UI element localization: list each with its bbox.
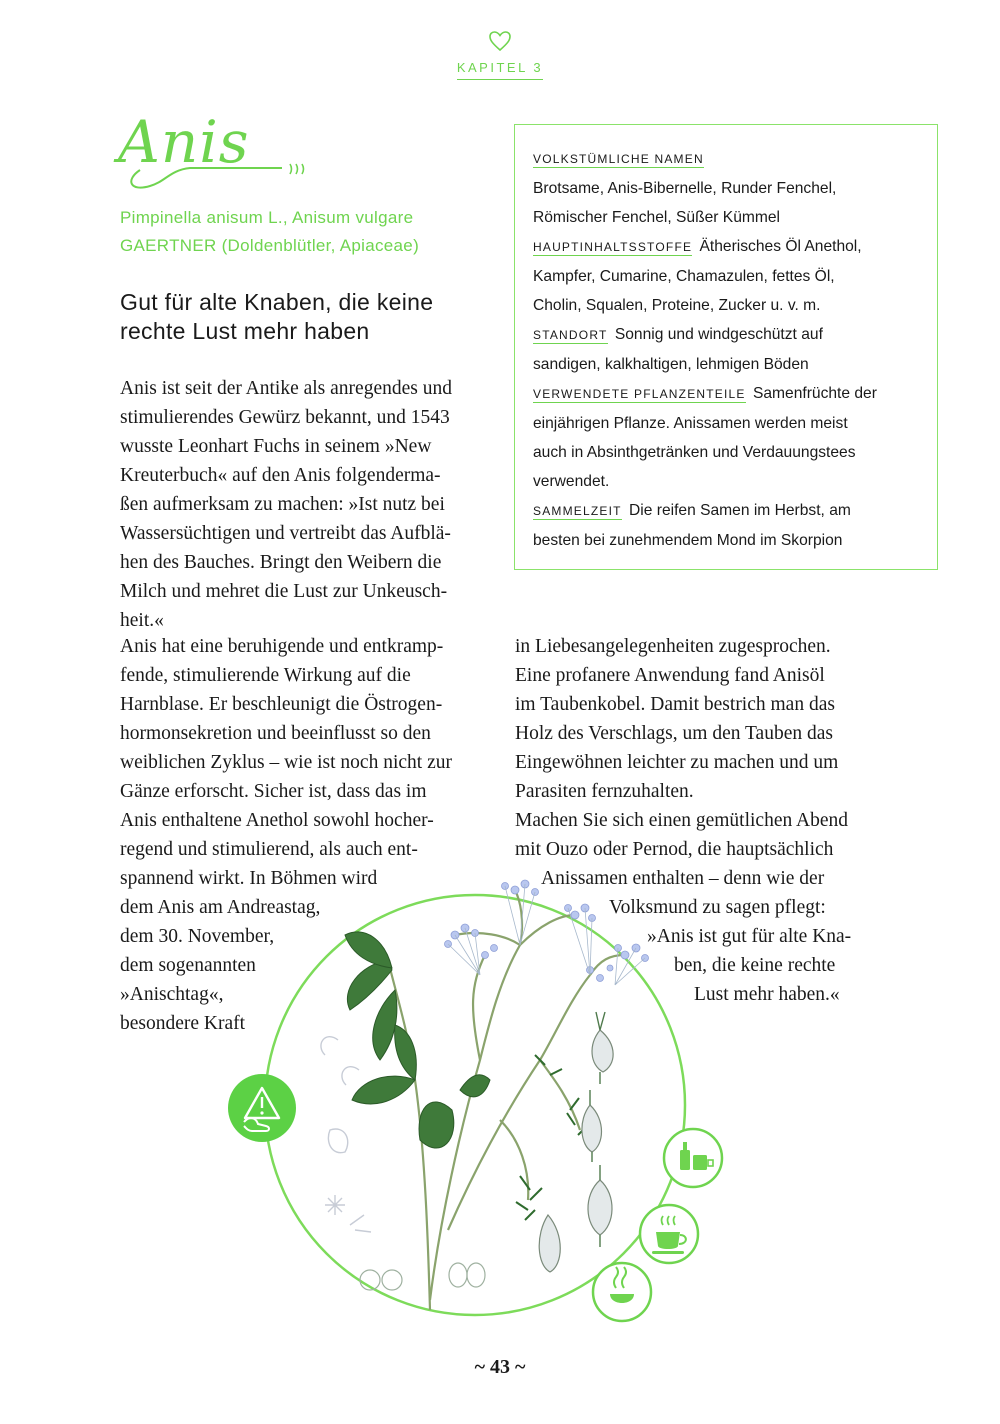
facts-row: Cholin, Squalen, Proteine, Zucker u. v. m.	[533, 297, 821, 314]
facts-box-text	[533, 144, 933, 555]
text-line: Wassersüchtigen und vertreibt das Aufblä-	[120, 523, 451, 544]
text-line: hen des Bauches. Bringt den Weibern die	[120, 552, 442, 573]
headline-line: rechte Lust mehr haben	[120, 318, 370, 344]
text-line: Volksmund zu sagen pflegt:	[609, 897, 826, 918]
text-line: »Anischtag«,	[120, 984, 224, 1005]
text-line: Kreuterbuch« auf den Anis folgenderma-	[120, 465, 441, 486]
facts-row	[533, 496, 933, 526]
facts-row: Kampfer, Cumarine, Chamazulen, fettes Öl,	[533, 268, 835, 285]
facts-value: Die reifen Samen im Herbst, am	[624, 502, 851, 519]
text-line: mit Ouzo oder Pernod, die hauptsächlich	[515, 839, 834, 860]
text-line: stimulierendes Gewürz bekannt, und 1543	[120, 407, 450, 428]
text-line: besondere Kraft	[120, 1013, 246, 1034]
botanical-name-line: Pimpinella anisum L., Anisum vulgare	[120, 208, 414, 227]
facts-row: sandigen, kalkhaltigen, lehmigen Böden	[533, 356, 809, 373]
text-line: hormonsekretion und beeinflusst so den	[120, 723, 431, 744]
text-line: Holz des Verschlags, um den Tauben das	[515, 723, 833, 744]
facts-label-harvest-time: SAMMELZEIT	[533, 504, 622, 518]
warning-hand-icon[interactable]	[228, 1074, 296, 1142]
text-line: spannend wirkt. In Böhmen wird	[120, 868, 378, 889]
facts-row	[533, 320, 933, 350]
facts-row: verwendet.	[533, 473, 610, 490]
facts-label-ingredients: HAUPTINHALTSSTOFFE	[533, 240, 693, 254]
facts-row: einjährigen Pflanze. Anissamen werden meist	[533, 415, 848, 432]
page-number: ~ 43 ~	[474, 1356, 526, 1378]
facts-label-location: STANDORT	[533, 328, 608, 342]
text-line: Anis enthaltene Anethol sowohl hocher-	[120, 810, 434, 831]
text-line: Milch und mehret die Lust zur Unkeusch-	[120, 581, 448, 602]
article-headline	[120, 288, 500, 346]
headline-line: Gut für alte Knaben, die keine	[120, 289, 434, 315]
text-line: Eine profanere Anwendung fand Anisöl	[515, 665, 825, 686]
text-line: dem sogenannten	[120, 955, 256, 976]
facts-row: besten bei zunehmendem Mond im Skorpion	[533, 532, 843, 549]
steam-bowl-icon[interactable]	[593, 1263, 651, 1321]
facts-value: Sonnig und windgeschützt auf	[610, 326, 823, 343]
text-line: im Taubenkobel. Damit bestrich man das	[515, 694, 835, 715]
plant-name-title: Anis	[118, 108, 250, 176]
text-line: in Liebesangelegenheiten zugesprochen.	[515, 636, 831, 657]
tea-cup-icon[interactable]	[640, 1205, 698, 1263]
facts-row	[533, 144, 933, 174]
text-line: weiblichen Zyklus – wie ist noch nicht zur	[120, 752, 452, 773]
text-line: Harnblase. Er beschleunigt die Östrogen-	[120, 694, 443, 715]
liquor-bottle-icon[interactable]	[664, 1129, 722, 1187]
text-line: heit.«	[120, 610, 164, 631]
intro-paragraph	[120, 374, 490, 635]
text-line: Parasiten fernzuhalten.	[515, 781, 694, 802]
title-flourish	[120, 150, 320, 194]
text-line: »Anis ist gut für alte Kna-	[647, 926, 852, 947]
text-line: Anis hat eine beruhigende und entkramp-	[120, 636, 444, 657]
botanical-name-line: GAERTNER (Doldenblütler, Apiaceae)	[120, 236, 420, 255]
anise-plant-illustration	[321, 880, 649, 1310]
facts-value: Ätherisches Öl Anethol,	[695, 238, 862, 255]
facts-label-common-names: VOLKSTÜMLICHE NAMEN	[533, 152, 704, 166]
text-line: fende, stimulierende Wirkung auf die	[120, 665, 411, 686]
text-line: regend und stimulierend, als auch ent-	[120, 839, 418, 860]
text-line: ben, die keine rechte	[674, 955, 836, 976]
text-line: Machen Sie sich einen gemütlichen Abend	[515, 810, 849, 831]
text-line: Anissamen enthalten – denn wie der	[541, 868, 825, 889]
text-line: dem 30. November,	[120, 926, 275, 947]
facts-label-plant-parts: VERWENDETE PFLANZENTEILE	[533, 387, 746, 401]
text-line: wusste Leonhart Fuchs in seinem »New	[120, 436, 432, 457]
text-line: Lust mehr haben.«	[694, 984, 840, 1005]
plate-circle	[265, 895, 685, 1315]
text-line: Anis ist seit der Antike als anregendes und	[120, 378, 452, 399]
chapter-label: KAPITEL 3	[456, 60, 544, 75]
heart-icon	[488, 30, 512, 52]
facts-row	[533, 379, 933, 409]
botanical-name	[120, 204, 490, 260]
text-line: Eingewöhnen leichter zu machen und um	[515, 752, 839, 773]
chapter-underline	[457, 79, 543, 80]
text-line: Gänze erforscht. Sicher ist, dass das im	[120, 781, 427, 802]
facts-row: Brotsame, Anis-Bibernelle, Runder Fenchel,	[533, 180, 837, 197]
facts-value: Samenfrüchte der	[748, 385, 877, 402]
text-line: dem Anis am Andreastag,	[120, 897, 321, 918]
facts-row	[533, 232, 933, 262]
facts-row: Römischer Fenchel, Süßer Kümmel	[533, 209, 780, 226]
facts-row: auch in Absinthgetränken und Verdauungstees	[533, 444, 856, 461]
text-line: ßen aufmerksam zu machen: »Ist nutz bei	[120, 494, 445, 515]
